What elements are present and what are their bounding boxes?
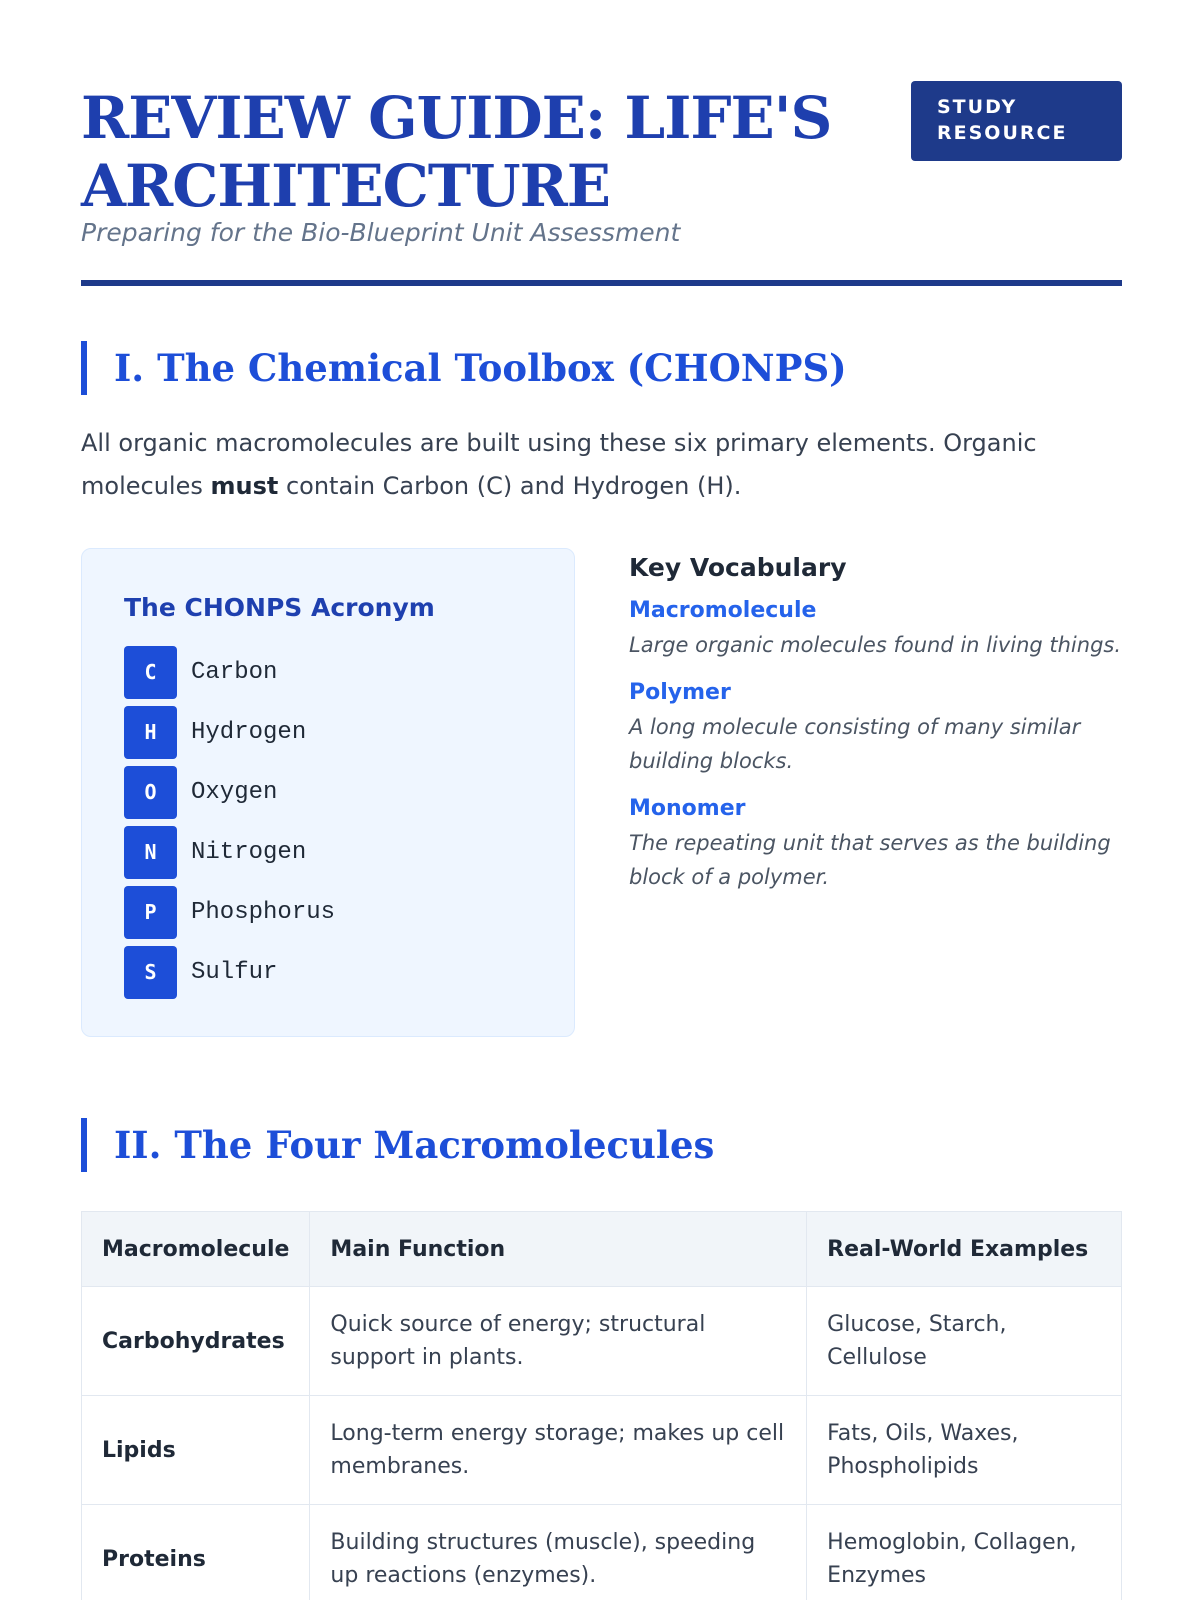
element-row-phosphorus [124,882,335,942]
key-vocabulary [629,548,1122,908]
element-symbol: P [124,886,177,939]
chonps-acronym-card [81,548,575,1037]
element-row-sulfur [124,942,335,1002]
element-name: Phosphorus [191,898,336,926]
element-symbol: S [124,946,177,999]
column-header: Real-World Examples [807,1212,1122,1287]
element-row-oxygen [124,762,335,822]
element-name: Nitrogen [191,838,307,866]
element-name: Oxygen [191,778,278,806]
acronym-card-title: The CHONPS Acronym [124,593,435,622]
macromolecule-cell: Proteins [82,1505,310,1600]
vocabulary-title: Key Vocabulary [629,553,847,582]
element-symbol: C [124,646,177,699]
table-row [82,1287,1122,1396]
macromolecule-table-wrapper [81,1211,1122,1600]
function-cell: Quick source of energy; structural support in plants. [310,1287,807,1396]
section-heading-chemical-toolbox: I. The Chemical Toolbox (CHONPS) [81,341,1122,395]
document-header [81,84,1122,288]
macromolecule-cell: Carbohydrates [82,1287,310,1396]
page-subtitle: Preparing for the Bio-Blueprint Unit Assessment [81,218,681,247]
column-header: Main Function [310,1212,807,1287]
macromolecule-cell: Lipids [82,1396,310,1505]
element-symbol: H [124,706,177,759]
vocab-term: Macromolecule [629,598,817,623]
intro-text-end: contain Carbon (C) and Hydrogen (H). [278,472,742,500]
section-heading-four-macromolecules: II. The Four Macromolecules [81,1118,1122,1172]
element-symbol: O [124,766,177,819]
examples-cell: Fats, Oils, Waxes, Phospholipids [807,1396,1122,1505]
table-header-row [82,1212,1122,1287]
section-intro [81,422,1122,508]
vocab-definition: The repeating unit that serves as the building block of a polymer. [629,831,1111,889]
intro-emphasis: must [210,472,279,500]
macromolecule-table [81,1211,1122,1600]
function-cell: Long-term energy storage; makes up cell membranes. [310,1396,807,1505]
element-row-nitrogen [124,822,335,882]
table-row [82,1505,1122,1600]
header-divider [81,280,1122,286]
vocab-definition: A long molecule consisting of many similar building blocks. [629,715,1081,773]
vocab-term: Polymer [629,680,731,705]
examples-cell: Glucose, Starch, Cellulose [807,1287,1122,1396]
element-row-carbon [124,642,335,702]
element-name: Sulfur [191,958,278,986]
function-cell: Building structures (muscle), speeding up reactions (enzymes). [310,1505,807,1600]
element-name: Hydrogen [191,718,307,746]
page-title: REVIEW GUIDE: LIFE'S ARCHITECTURE [81,84,832,220]
vocab-term: Monomer [629,796,746,821]
study-resource-badge: STUDY RESOURCE [911,81,1122,161]
vocab-definition: Large organic molecules found in living things. [629,633,1122,657]
table-row [82,1396,1122,1505]
element-name: Carbon [191,658,278,686]
vocab-item-macromolecule [629,594,1122,662]
vocab-item-monomer [629,792,1122,894]
element-row-hydrogen [124,702,335,762]
column-header: Macromolecule [82,1212,310,1287]
intro-text-start: All organic macromolecules are built using these six primary elements. Organic molecules [81,429,1037,500]
examples-cell: Hemoglobin, Collagen, Enzymes [807,1505,1122,1600]
element-symbol: N [124,826,177,879]
vocab-item-polymer [629,676,1122,778]
element-list [124,642,335,1002]
